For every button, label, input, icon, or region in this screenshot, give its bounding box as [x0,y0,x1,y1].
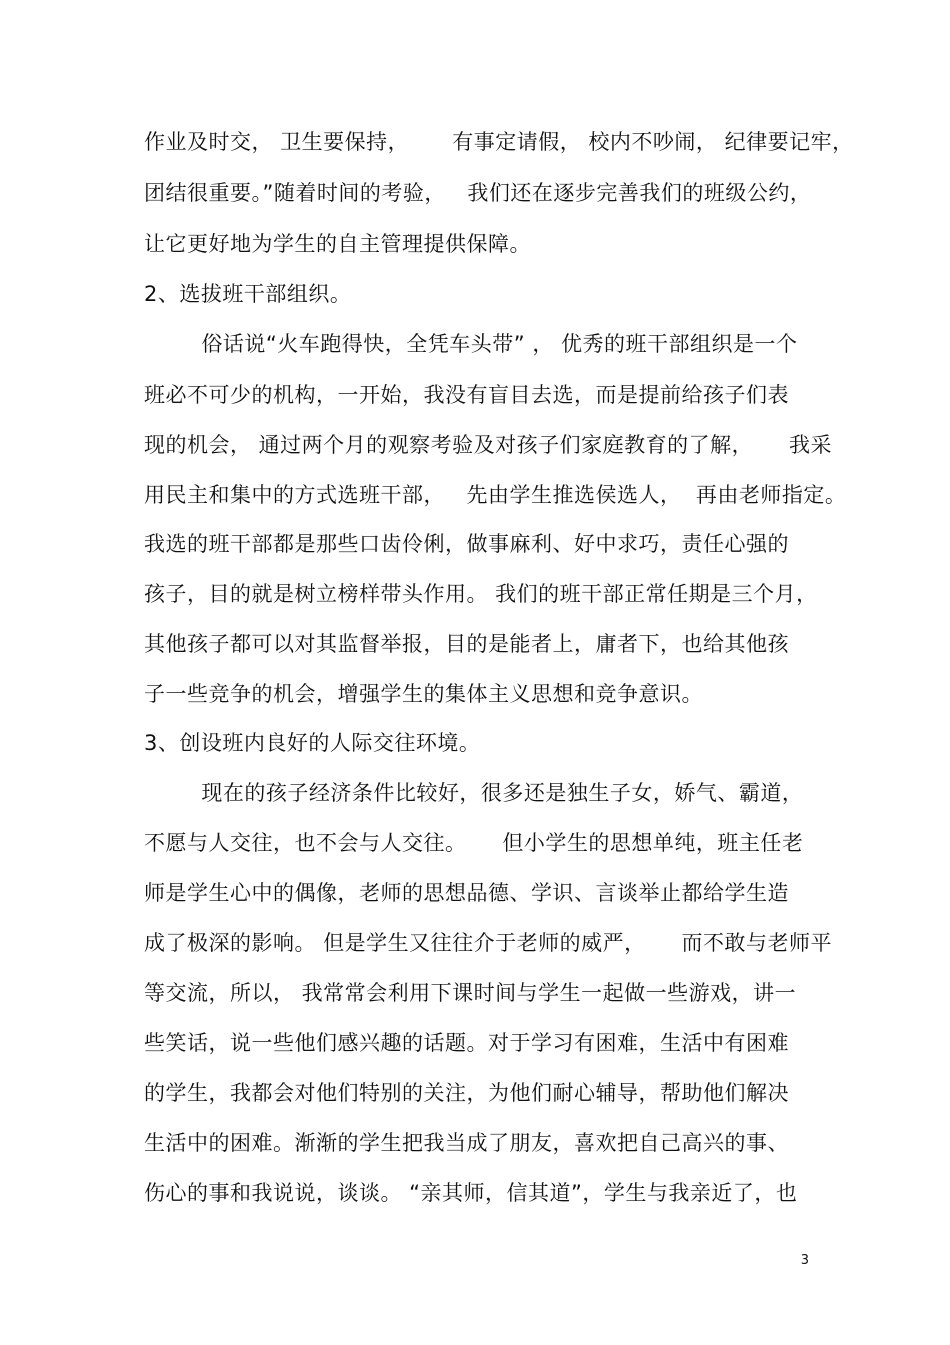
text-line-17: 成了极深的影响。 但是学生又往往介于老师的威严， 而不敢与老师平 [144,931,833,955]
text-line-18: 等交流，所以， 我常常会利用下课时间与学生一起做一些游戏，讲一 [144,981,797,1005]
text-line-15: 不愿与人交往，也不会与人交往。 但小学生的思想单纯，班主任老 [144,831,804,855]
text-line-1: 作业及时交， 卫生要保持， 有事定请假， 校内不吵闹， 纪律要记牢， [144,130,854,154]
section-heading-3: 3、创设班内良好的人际交往环境。 [144,731,481,755]
text-line-3: 让它更好地为学生的自主管理提供保障。 [144,232,531,256]
text-line-8: 用民主和集中的方式选班干部， 先由学生推选侯选人， 再由老师指定。 [144,483,847,507]
text-line-22: 伤心的事和我说说，谈谈。 “亲其师，信其道”，学生与我亲近了，也 [144,1181,798,1205]
text-line-9: 我选的班干部都是那些口齿伶俐，做事麻利、好中求巧，责任心强的 [144,532,789,556]
text-line-11: 其他孩子都可以对其监督举报，目的是能者上，庸者下，也给其他孩 [144,632,789,656]
text-line-12: 子一些竞争的机会，增强学生的集体主义思想和竞争意识。 [144,682,703,706]
text-line-5: 俗话说“火车跑得快，全凭车头带” ， 优秀的班干部组织是一个 [144,332,798,356]
text-line-6: 班必不可少的机构，一开始，我没有盲目去选，而是提前给孩子们表 [144,383,789,407]
text-line-20: 的学生，我都会对他们特别的关注，为他们耐心辅导，帮助他们解决 [144,1081,789,1105]
text-line-10: 孩子，目的就是树立榜样带头作用。 我们的班干部正常任期是三个月， [144,582,818,606]
section-heading-2: 2、选拔班干部组织。 [144,282,352,306]
text-line-16: 师是学生心中的偶像，老师的思想品德、学识、言谈举止都给学生造 [144,881,789,905]
text-line-14: 现在的孩子经济条件比较好，很多还是独生子女，娇气、霸道， [144,781,804,805]
text-line-21: 生活中的困难。渐渐的学生把我当成了朋友，喜欢把自己高兴的事、 [144,1131,789,1155]
text-line-19: 些笑话，说一些他们感兴趣的话题。对于学习有困难，生活中有困难 [144,1031,789,1055]
text-line-7: 现的机会， 通过两个月的观察考验及对孩子们家庭教育的了解， 我采 [144,433,833,457]
page-number: 3 [800,1253,809,1268]
text-line-2: 团结很重要。”随着时间的考验， 我们还在逐步完善我们的班级公约， [144,181,812,205]
